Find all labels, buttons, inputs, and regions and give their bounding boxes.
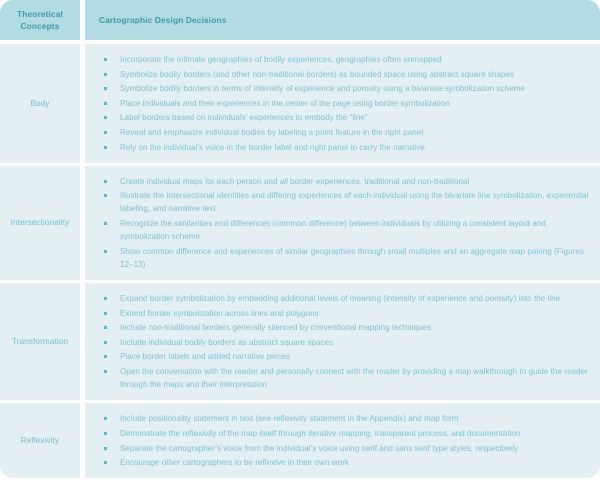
bullet-square-icon <box>104 58 107 61</box>
design-decisions-list <box>85 412 590 469</box>
table-row <box>0 44 600 163</box>
design-decisions-list <box>85 53 590 154</box>
bullet-square-icon <box>104 341 107 344</box>
list-item <box>85 336 590 349</box>
list-item-text: Symbolize bodily borders in terms of intensity of experience and porosity using a bivariate symbolization scheme <box>120 84 525 94</box>
bullet-square-icon <box>104 131 107 134</box>
design-decisions-cell <box>85 283 600 400</box>
list-item <box>85 141 590 154</box>
list-item <box>85 111 590 124</box>
list-item-text: Illustrate the intersectional identities and differing experiences of each individual using the bivariate line symbolization, experiential labeling, and narrative text <box>120 191 589 214</box>
list-item-text: Create individual maps for each person and all border experiences, traditional and non-traditional <box>120 176 470 186</box>
list-item-text: Include individual bodily borders as abstract square spaces <box>120 337 334 347</box>
bullet-square-icon <box>104 355 107 358</box>
list-item <box>85 82 590 95</box>
list-item <box>85 456 590 469</box>
list-item-text: Place border labels and added narrative pieces <box>120 352 291 362</box>
list-item-text: Separate the cartographer’s voice from the individual’s voice using serif and sans serif type styles, respectively <box>120 443 519 453</box>
bullet-square-icon <box>104 102 107 105</box>
list-item <box>85 245 590 271</box>
bullet-square-icon <box>104 222 107 225</box>
concept-label-transformation: Transformation <box>0 283 80 400</box>
bullet-square-icon <box>104 250 107 253</box>
bullet-square-icon <box>104 73 107 76</box>
design-decisions-list <box>85 292 590 391</box>
bullet-square-icon <box>104 297 107 300</box>
list-item <box>85 365 590 391</box>
bullet-square-icon <box>104 312 107 315</box>
bullet-square-icon <box>104 370 107 373</box>
list-item <box>85 126 590 139</box>
design-decisions-cell <box>85 166 600 280</box>
bullet-square-icon <box>104 326 107 329</box>
concept-label-intersectionality: Intersectionality <box>0 166 80 280</box>
table-header <box>0 0 600 40</box>
bullet-square-icon <box>104 116 107 119</box>
list-item-text: Include non-traditional borders generally silenced by conventional mapping techniques <box>120 323 432 333</box>
bullet-square-icon <box>104 432 107 435</box>
list-item-text: Open the conversation with the reader and personally connect with the reader by providing a map walkthrough to guide the reader through the maps and their interpretation <box>120 367 588 390</box>
bullet-square-icon <box>104 461 107 464</box>
list-item-text: Show common difference and experiences of similar geographies through small multiples and an aggregate map pairing (Figures 12–13) <box>120 246 584 269</box>
list-item-text: Incorporate the intimate geographies of bodily experiences, geographies often unmapped <box>120 55 442 64</box>
bullet-square-icon <box>104 180 107 183</box>
list-item <box>85 97 590 110</box>
header-concepts-line1: Theoretical <box>17 8 63 19</box>
table-row <box>0 283 600 400</box>
list-item <box>85 350 590 363</box>
list-item-text: Reveal and emphasize individual bodies by labeling a point feature in the right panel <box>120 128 424 138</box>
concept-label-body: Body <box>0 44 80 163</box>
list-item-text: Extend border symbolization across lines and polygons <box>120 308 319 318</box>
list-item-text: Encourage other cartographers to be reflexive in their own work <box>120 458 349 468</box>
list-item-text: Recognize the similarities and differences (common difference) between individuals by utilizing a consistent layout and symbolization scheme <box>120 219 546 242</box>
bullet-square-icon <box>104 447 107 450</box>
list-item-text: Symbolize bodily borders (and other non-traditional borders) as bounded space using abstract square shapes <box>120 69 514 79</box>
table-row <box>0 166 600 280</box>
design-decisions-list <box>85 175 590 271</box>
table-row <box>0 403 600 478</box>
list-item <box>85 189 590 215</box>
list-item-text: Demonstrate the reflexivity of the map itself through iterative mapping, transparent process, and documentation <box>120 428 521 438</box>
table-body <box>0 40 600 478</box>
bullet-square-icon <box>104 87 107 90</box>
design-decisions-cell <box>85 44 600 163</box>
list-item <box>85 427 590 440</box>
header-row <box>0 0 600 40</box>
list-item-text: Expand border symbolization by embedding additional levels of meaning (intensity of experience and porosity) into the line <box>120 294 561 304</box>
list-item <box>85 292 590 305</box>
list-item-text: Include positionality statement in text (see reflexivity statement in the Appendix) and map form <box>120 414 459 424</box>
list-item <box>85 53 590 66</box>
list-item <box>85 321 590 334</box>
column-header-theoretical-concepts <box>0 0 80 40</box>
list-item-text: Rely on the individual’s voice in the border label and right panel to carry the narrative <box>120 142 425 152</box>
list-item-text: Label borders based on individuals’ experiences to embody the “line” <box>120 113 368 123</box>
list-item <box>85 412 590 425</box>
concept-label-reflexivity: Reflexivity <box>0 403 80 478</box>
header-concepts-line2: Concepts <box>20 21 60 31</box>
list-item <box>85 442 590 455</box>
bullet-square-icon <box>104 194 107 197</box>
list-item-text: Place individuals and their experiences in the center of the page using border symbolization <box>120 98 450 108</box>
bullet-square-icon <box>104 417 107 420</box>
list-item <box>85 175 590 188</box>
list-item <box>85 217 590 243</box>
bullet-square-icon <box>104 146 107 149</box>
list-item <box>85 307 590 320</box>
column-header-cartographic-design-decisions: Cartographic Design Decisions <box>85 0 600 40</box>
design-decisions-cell <box>85 403 600 478</box>
list-item <box>85 68 590 81</box>
